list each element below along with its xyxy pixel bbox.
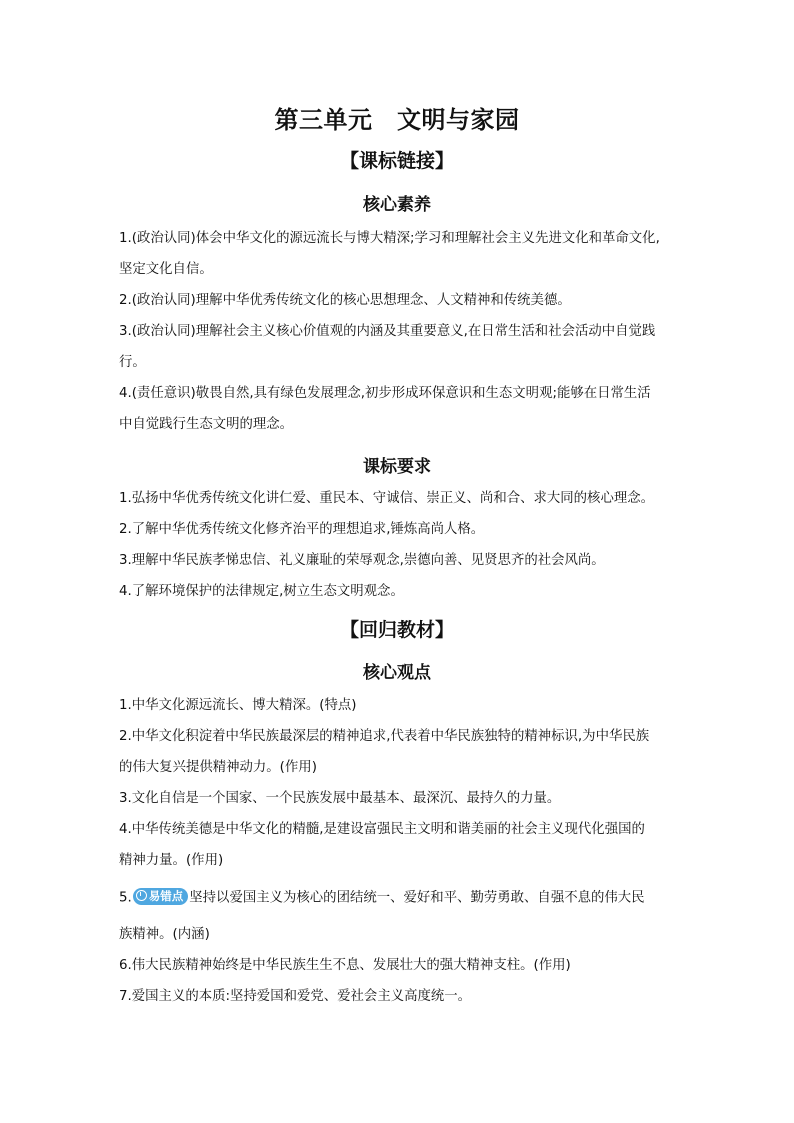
- error-prone-badge-label: 易错点: [148, 889, 184, 903]
- section-heading-return-to-textbook: 【回归教材】: [339, 619, 454, 641]
- core-literacy-line: 3.(政治认同)理解社会主义核心价值观的内涵及其重要意义,在日常生活和社会活动中自觉践: [119, 324, 656, 339]
- subsection-heading-core-literacy: 核心素养: [363, 195, 431, 215]
- subsection-heading-curriculum-requirements: 课标要求: [363, 457, 431, 477]
- requirement-line: 3.理解中华民族孝悌忠信、礼义廉耻的荣辱观念,崇德向善、见贤思齐的社会风尚。: [119, 553, 605, 568]
- error-prone-badge: [133, 888, 189, 905]
- viewpoint-line: 7.爱国主义的本质:坚持爱国和爱党、爱社会主义高度统一。: [119, 989, 472, 1004]
- requirement-line: 4.了解环境保护的法律规定,树立生态文明观念。: [119, 584, 404, 599]
- subsection-heading-core-viewpoints: 核心观点: [363, 663, 431, 683]
- core-literacy-line: 中自觉践行生态文明的理念。: [119, 417, 294, 432]
- core-literacy-line: 2.(政治认同)理解中华优秀传统文化的核心思想理念、人文精神和传统美德。: [119, 293, 571, 308]
- core-literacy-line: 坚定文化自信。: [119, 262, 213, 277]
- section-heading-curriculum-link: 【课标链接】: [339, 150, 454, 172]
- item-number: 5.: [119, 890, 132, 906]
- alert-icon: [136, 890, 147, 901]
- core-literacy-line: 行。: [119, 355, 146, 370]
- viewpoint-line: 的伟大复兴提供精神动力。(作用): [119, 760, 317, 775]
- core-literacy-line: 1.(政治认同)体会中华文化的源远流长与博大精深;学习和理解社会主义先进文化和革命文化,: [119, 231, 660, 246]
- core-literacy-line: 4.(责任意识)敬畏自然,具有绿色发展理念,初步形成环保意识和生态文明观;能够在日常生活: [119, 386, 651, 401]
- viewpoint-line: 2.中华文化积淀着中华民族最深层的精神追求,代表着中华民族独特的精神标识,为中华民族: [119, 729, 650, 744]
- page-title: 第三单元 文明与家园: [274, 106, 520, 134]
- viewpoint-text: 坚持以爱国主义为核心的团结统一、爱好和平、勤劳勇敢、自强不息的伟大民: [189, 890, 645, 906]
- viewpoint-line: 族精神。(内涵): [119, 927, 210, 942]
- requirement-line: 1.弘扬中华优秀传统文化讲仁爱、重民本、守诚信、崇正义、尚和合、求大同的核心理念。: [119, 491, 655, 506]
- viewpoint-line: 精神力量。(作用): [119, 853, 224, 868]
- viewpoint-line: 1.中华文化源远流长、博大精深。(特点): [119, 698, 357, 713]
- viewpoint-line: 3.文化自信是一个国家、一个民族发展中最基本、最深沉、最持久的力量。: [119, 791, 561, 806]
- viewpoint-line: 6.伟大民族精神始终是中华民族生生不息、发展壮大的强大精神支柱。(作用): [119, 958, 571, 973]
- viewpoint-line-with-badge: [119, 888, 679, 908]
- viewpoint-line: 4.中华传统美德是中华文化的精髓,是建设富强民主文明和谐美丽的社会主义现代化强国的: [119, 822, 645, 837]
- requirement-line: 2.了解中华优秀传统文化修齐治平的理想追求,锤炼高尚人格。: [119, 522, 485, 537]
